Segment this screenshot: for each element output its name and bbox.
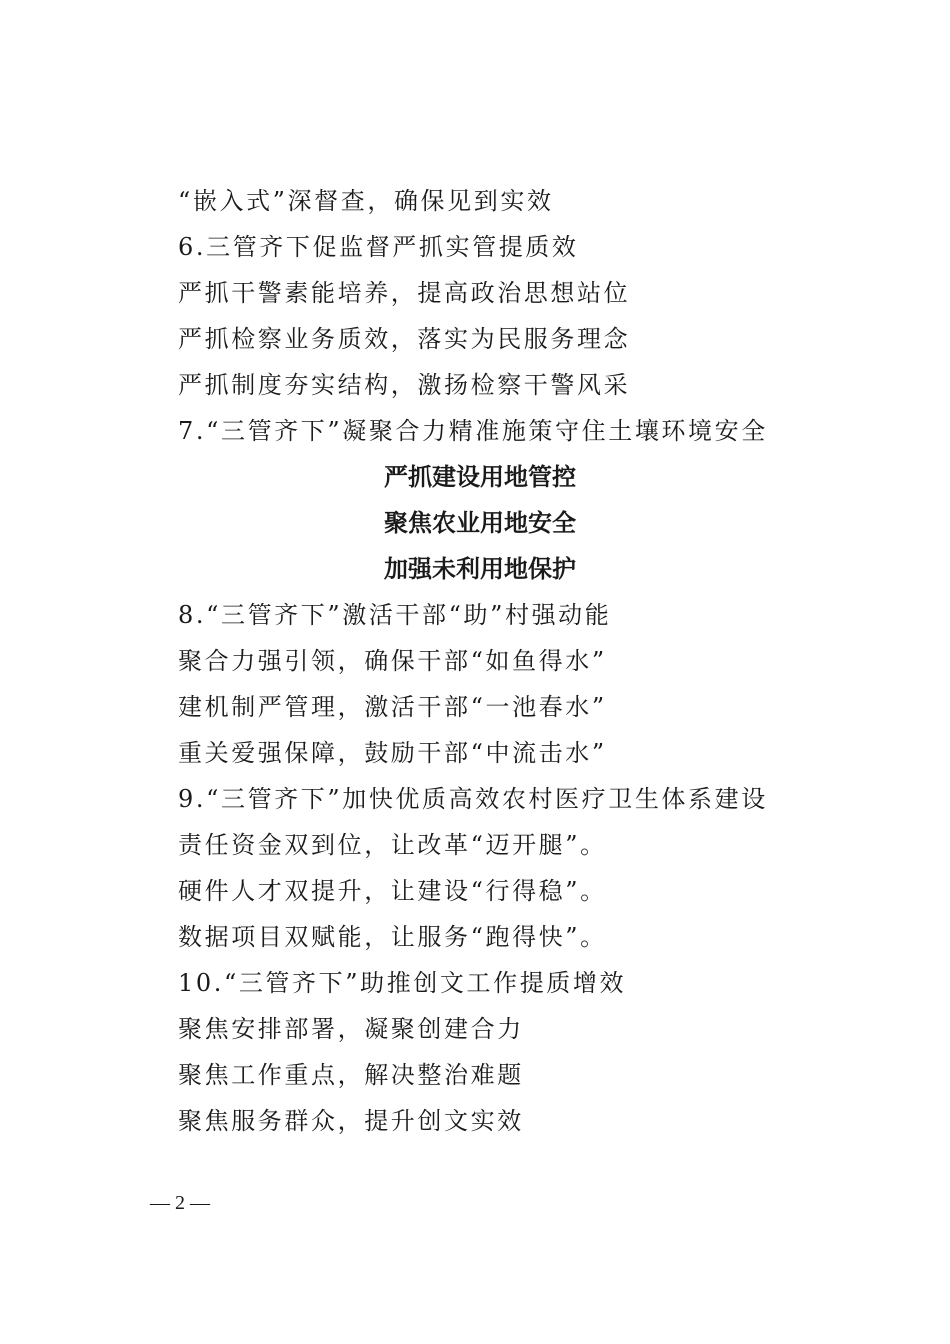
text-line: 硬件人才双提升，让建设“行得稳”。	[178, 877, 607, 905]
text-line: 聚焦安排部署，凝聚创建合力	[178, 1015, 524, 1043]
text-line: 数据项目双赋能，让服务“跑得快”。	[178, 923, 607, 951]
text-line: 聚焦工作重点，解决整治难题	[178, 1061, 524, 1089]
text-line: 重关爱强保障，鼓励干部“中流击水”	[178, 739, 607, 767]
text-line: 聚焦服务群众，提升创文实效	[178, 1107, 524, 1135]
page-number: — 2 —	[150, 1192, 210, 1214]
bold-centered-line: 聚焦农业用地安全	[384, 508, 576, 537]
heading-item-6: 6.三管齐下促监督严抓实管提质效	[178, 233, 579, 261]
text-line: 严抓干警素能培养，提高政治思想站位	[178, 279, 631, 307]
bold-centered-line: 加强未利用地保护	[384, 554, 576, 583]
text-line: 建机制严管理，激活干部“一池春水”	[178, 693, 607, 721]
heading-item-8: 8.“三管齐下”激活干部“助”村强动能	[178, 601, 612, 629]
text-line: 严抓制度夯实结构，激扬检察干警风采	[178, 371, 631, 399]
text-line: 责任资金双到位，让改革“迈开腿”。	[178, 831, 607, 859]
bold-centered-line: 严抓建设用地管控	[384, 462, 576, 491]
text-line: 严抓检察业务质效，落实为民服务理念	[178, 325, 631, 353]
text-line: “嵌入式”深督查，确保见到实效	[178, 187, 554, 215]
heading-item-9: 9.“三管齐下”加快优质高效农村医疗卫生体系建设	[178, 785, 768, 813]
text-line: 聚合力强引领，确保干部“如鱼得水”	[178, 647, 607, 675]
heading-item-10: 10.“三管齐下”助推创文工作提质增效	[178, 969, 627, 997]
heading-item-7: 7.“三管齐下”凝聚合力精准施策守住土壤环境安全	[178, 417, 768, 445]
